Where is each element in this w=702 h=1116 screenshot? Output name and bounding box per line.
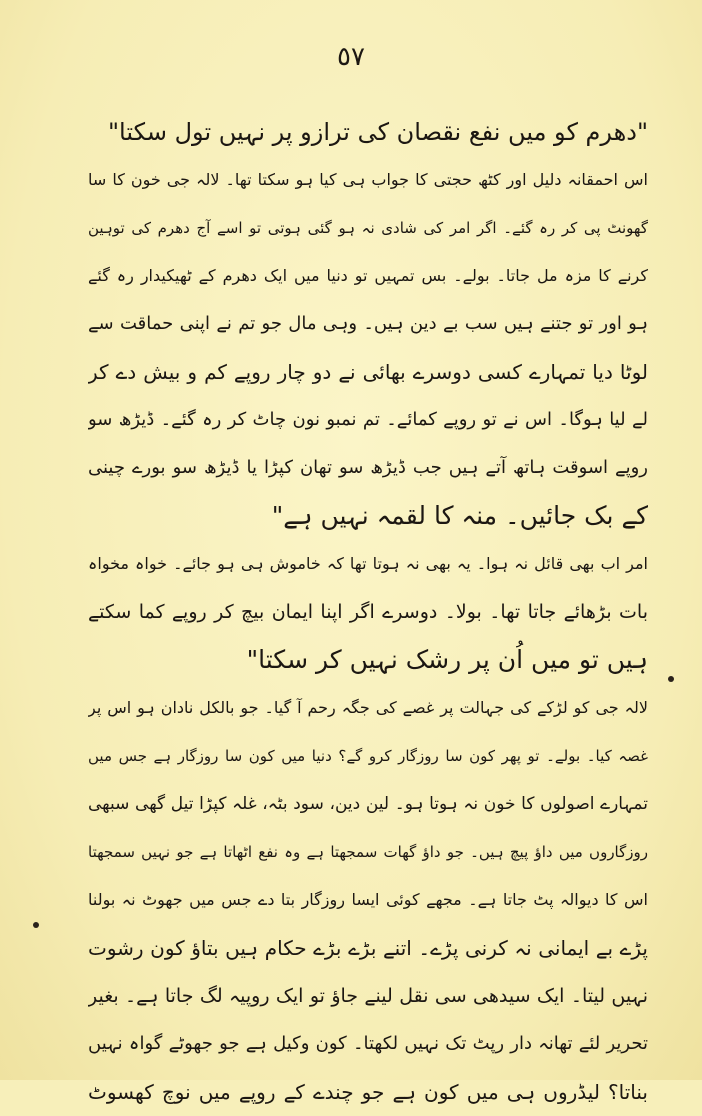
text-line: ہو اور تو جتنے ہیں سب بے دین ہیں۔ وہی مال جو تم نے اپنی حماقت سے [88,313,648,334]
text-line: بات بڑھائے جاتا تھا۔ بولا۔ دوسرے اگر اپنا ایمان بیچ کر روپے کما سکتے [88,601,648,623]
text-line: بناتا؟ لیڈروں ہی میں کون ہے جو چندے کے روپے میں نوچ کھسوٹ [88,1080,648,1104]
text-line: تحریر لئے تھانہ دار رپٹ تک نہیں لکھتا۔ کون وکیل ہے جو جھوٹے گواہ نہیں [88,1033,648,1054]
text-line: غصہ کیا۔ بولے۔ تو پھر کون سا روزگار کرو گے؟ دنیا میں کون سا روزگار ہے جس میں [88,747,648,765]
text-line: اس احمقانہ دلیل اور کٹھ حجتی کا جواب ہی کیا ہو سکتا تھا۔ لالہ جی خون کا سا [88,170,648,189]
text-line: اس کا دیوالہ پٹ جاتا ہے۔ مجھے کوئی ایسا روزگار بتا دے جس میں جھوٹ نہ بولنا [88,890,648,909]
text-line: کرنے کا مزہ مل جاتا۔ بولے۔ بس تمہیں تو دنیا میں ایک دھرم کے ٹھیکیدار رہ گئے [88,266,648,285]
margin-ink-dot [668,676,674,682]
text-line: لالہ جی کو لڑکے کی جہالت پر غصے کی جگہ رحم آ گیا۔ جو بالکل نادان ہو اس پر [88,698,648,717]
text-line: گھونٹ پی کر رہ گئے۔ اگر امر کی شادی نہ ہو گئی ہوتی تو اسے آج دھرم کی توہین [88,219,648,237]
text-line: کے بک جائیں۔ منہ کا لقمہ نہیں ہے" [271,501,648,530]
text-line: پڑے بے ایمانی نہ کرنی پڑے۔ اتنے بڑے بڑے حکام ہیں بتاؤ کون رشوت [88,936,648,960]
page-number: ٥٧ [337,42,365,72]
text-line: لوٹا دیا تمہارے کسی دوسرے بھائی نے دو چار روپے کم و بیش دے کر [88,360,648,384]
text-line: امر اب بھی قائل نہ ہوا۔ یہ بھی نہ ہوتا تھا کہ خاموش ہی ہو جائے۔ خواہ مخواہ [88,554,648,573]
text-line: لے لیا ہوگا۔ اس نے تو روپے کمائے۔ تم نمبو نون چاٹ کر رہ گئے۔ ڈیڑھ سو [88,409,648,430]
margin-ink-dot [33,922,39,928]
text-line: ہیں تو میں اُن پر رشک نہیں کر سکتا" [246,645,648,674]
page-text [88,108,648,1116]
text-line: روزگاروں میں داؤ پیچ ہیں۔ جو داؤ گھات سمجھتا ہے وہ نفع اٹھاتا ہے جو نہیں سمجھتا [88,843,648,861]
text-line: "دھرم کو میں نفع نقصان کی ترازو پر نہیں تول سکتا" [108,118,648,146]
text-line: تمہارے اصولوں کا خون نہ ہوتا ہو۔ لین دین، سود بٹہ، غلہ کپڑا تیل گھی سبھی [88,794,648,814]
text-line: روپے اسوقت ہاتھ آتے ہیں جب ڈیڑھ سو تھان کپڑا یا ڈیڑھ سو بورے چینی [88,457,648,478]
text-line: نہیں لیتا۔ ایک سیدھی سی نقل لینے جاؤ تو ایک روپیہ لگ جاتا ہے۔ بغیر [88,985,648,1007]
